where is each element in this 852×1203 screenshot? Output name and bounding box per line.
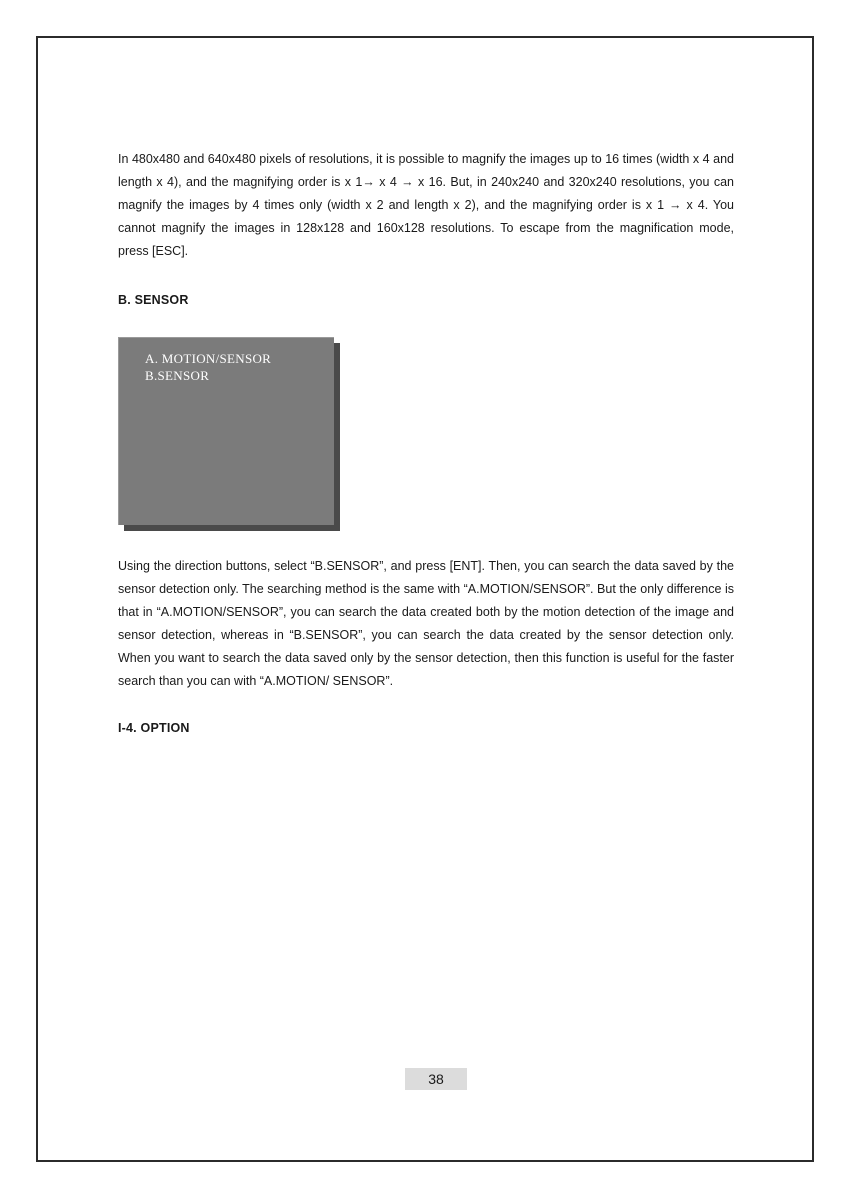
section-heading-sensor: B. SENSOR xyxy=(118,293,189,307)
menu-item-sensor: B.SENSOR xyxy=(145,368,210,383)
page-content xyxy=(118,148,734,735)
section-heading-option: I-4. OPTION xyxy=(118,721,190,735)
sensor-menu-screenshot xyxy=(118,337,344,537)
body-paragraph-sensor: Using the direction buttons, select “B.SENSOR”, and press [ENT]. Then, you can search the data saved by the sensor detection only. The searching method is the same with “A.MOTION/SENSOR”. But the only difference is that in “A.MOTION/SENSOR”, you can search the data created both by the motion detection of the image and sensor detection, whereas in “B.SENSOR”, you can search the data created by the sensor detection only. When you want to search the data saved only by the sensor detection, then this function is useful for the faster search than you can with “A.MOTION/ SENSOR”. xyxy=(118,559,734,688)
menu-item-motion-sensor: A. MOTION/SENSOR xyxy=(145,351,272,366)
body-paragraph-magnification: In 480x480 and 640x480 pixels of resolutions, it is possible to magnify the images up to 16 times (width x 4 and length x 4), and the magnifying order is x 1→ x 4 → x 16. But, in 240x240 and 320x240 resolutions, you can magnify the images by 4 times only (width x 2 and length x 2), and the magnifying order is x 1 → x 4. You cannot magnify the images in 128x128 and 160x128 resolutions. To escape from the magnification mode, press [ESC]. xyxy=(118,152,734,258)
menu-box xyxy=(118,337,334,525)
page-number: 38 xyxy=(405,1068,467,1090)
